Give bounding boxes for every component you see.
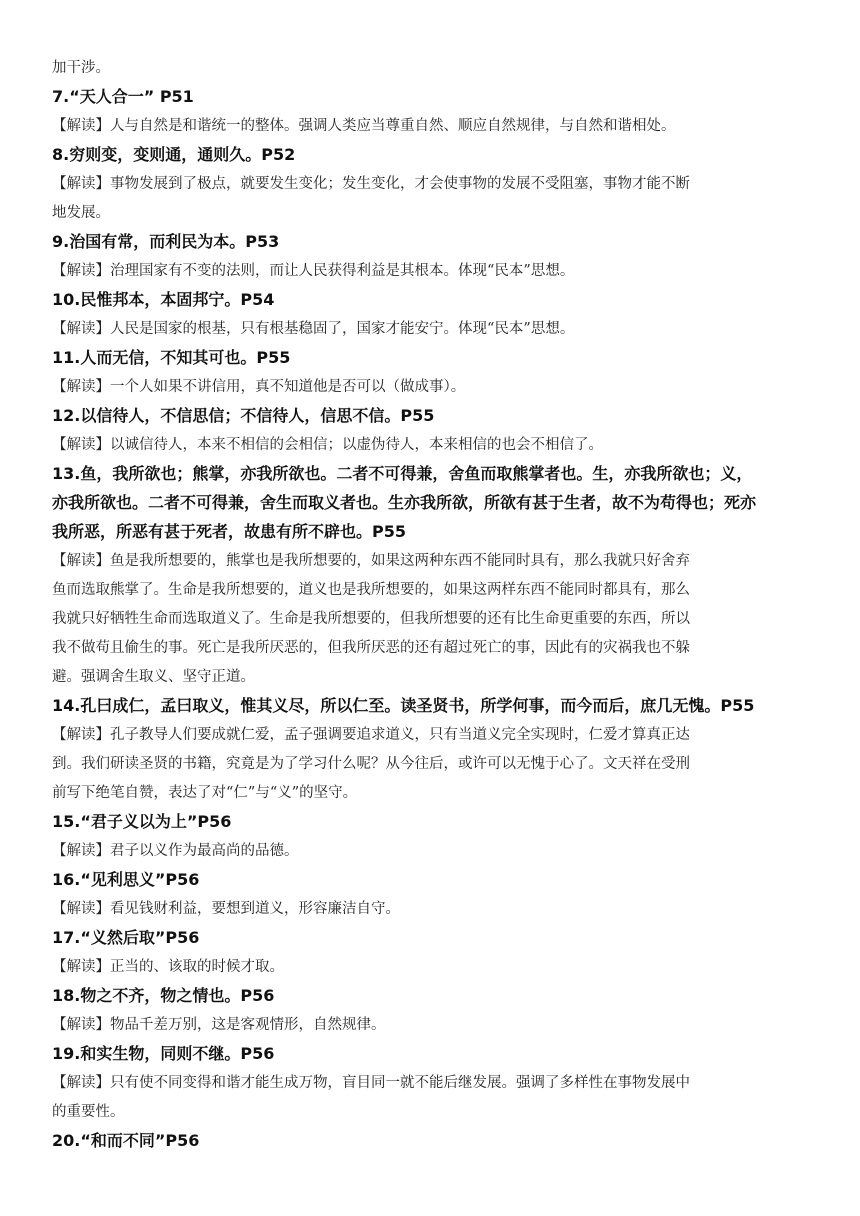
section-heading: 8.穷则变，变则通，通则久。P52 xyxy=(52,145,296,164)
paragraph-line: 【解读】人民是国家的根基，只有根基稳固了，国家才能安宁。体现“民本”思想。 xyxy=(52,321,575,337)
paragraph-line: 前写下绝笔自赞，表达了对“仁”与“义”的坚守。 xyxy=(52,785,358,801)
paragraph-line: 地发展。 xyxy=(52,205,110,221)
section-heading: 14.孔曰成仁，孟曰取义，惟其义尽，所以仁至。读圣贤书，所学何事，而今而后，庶几无愧。P55 xyxy=(52,696,755,715)
section-heading: 11.人而无信，不知其可也。P55 xyxy=(52,348,291,367)
section-heading: 19.和实生物，同则不继。P56 xyxy=(52,1044,275,1063)
paragraph-line: 【解读】看见钱财利益，要想到道义，形容廉洁自守。 xyxy=(52,901,400,917)
section-heading: 10.民惟邦本，本固邦宁。P54 xyxy=(52,290,275,309)
paragraph-line: 鱼而选取熊掌了。生命是我所想要的，道义也是我所想要的，如果这两样东西不能同时都具有，那么 xyxy=(52,582,690,598)
paragraph-line: 【解读】鱼是我所想要的，熊掌也是我所想要的，如果这两种东西不能同时具有，那么我就只好舍弃 xyxy=(52,553,690,569)
paragraph-line: 【解读】只有使不同变得和谐才能生成万物，盲目同一就不能后继发展。强调了多样性在事物发展中 xyxy=(52,1075,690,1091)
paragraph-line: 【解读】人与自然是和谐统一的整体。强调人类应当尊重自然、顺应自然规律，与自然和谐相处。 xyxy=(52,118,676,134)
paragraph-line: 我就只好牺牲生命而选取道义了。生命是我所想要的，但我所想要的还有比生命更重要的东西，所以 xyxy=(52,611,690,627)
paragraph-line: 到。我们研读圣贤的书籍，究竟是为了学习什么呢？从今往后，或许可以无愧于心了。文天祥在受刑 xyxy=(52,756,690,772)
section-heading: 12.以信待人，不信思信；不信待人，信思不信。P55 xyxy=(52,406,435,425)
section-heading: 17.“义然后取”P56 xyxy=(52,928,200,947)
paragraph-line: 加干涉。 xyxy=(52,60,110,76)
paragraph-line: 【解读】君子以义作为最高尚的品德。 xyxy=(52,843,299,859)
section-heading: 13.鱼，我所欲也；熊掌，亦我所欲也。二者不可得兼，舍鱼而取熊掌者也。生，亦我所欲也；义， xyxy=(52,464,753,483)
section-heading: 亦我所欲也。二者不可得兼，舍生而取义者也。生亦我所欲，所欲有甚于生者，故不为苟得也；死亦 xyxy=(52,493,757,512)
paragraph-line: 【解读】一个人如果不讲信用，真不知道他是否可以（做成事）。 xyxy=(52,379,466,395)
paragraph-line: 【解读】物品千差万别，这是客观情形，自然规律。 xyxy=(52,1017,386,1033)
paragraph-line: 的重要性。 xyxy=(52,1104,125,1120)
section-heading: 16.“见利思义”P56 xyxy=(52,870,200,889)
paragraph-line: 【解读】治理国家有不变的法则，而让人民获得利益是其根本。体现“民本”思想。 xyxy=(52,263,575,279)
section-heading: 20.“和而不同”P56 xyxy=(52,1131,200,1150)
section-heading: 我所恶，所恶有甚于死者，故患有所不辟也。P55 xyxy=(52,522,406,541)
paragraph-line: 我不做苟且偷生的事。死亡是我所厌恶的，但我所厌恶的还有超过死亡的事，因此有的灾祸我也不躲 xyxy=(52,640,690,656)
paragraph-line: 【解读】以诚信待人，本来不相信的会相信；以虚伪待人，本来相信的也会不相信了。 xyxy=(52,437,603,453)
section-heading: 18.物之不齐，物之情也。P56 xyxy=(52,986,275,1005)
paragraph-line: 【解读】孔子教导人们要成就仁爱，孟子强调要追求道义，只有当道义完全实现时，仁爱才算真正达 xyxy=(52,727,690,743)
paragraph-line: 【解读】正当的、该取的时候才取。 xyxy=(52,959,284,975)
paragraph-line: 【解读】事物发展到了极点，就要发生变化；发生变化，才会使事物的发展不受阻塞，事物才能不断 xyxy=(52,176,690,192)
paragraph-line: 避。强调舍生取义、坚守正道。 xyxy=(52,669,255,685)
section-heading: 15.“君子义以为上”P56 xyxy=(52,812,232,831)
section-heading: 9.治国有常，而利民为本。P53 xyxy=(52,232,280,251)
section-heading: 7.“天人合一” P51 xyxy=(52,87,194,106)
